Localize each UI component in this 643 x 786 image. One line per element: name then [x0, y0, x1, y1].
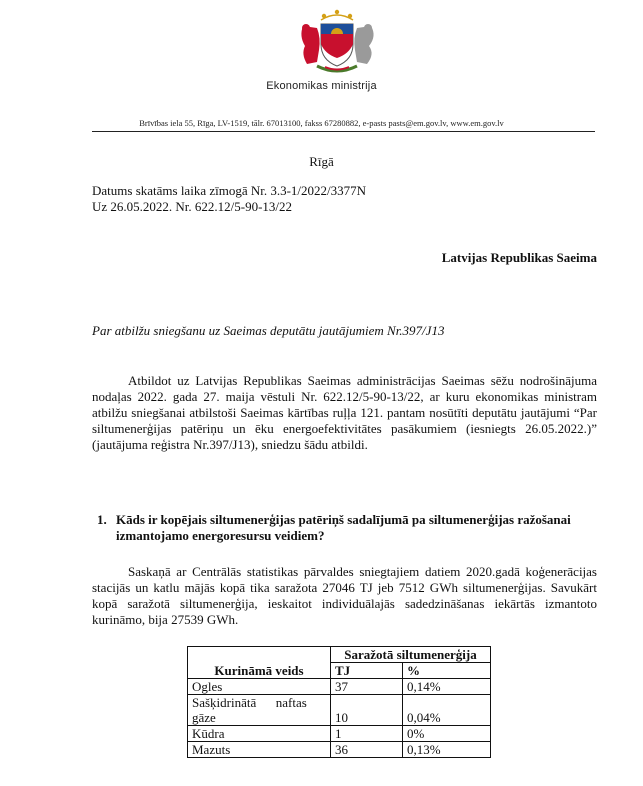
cell-tj: 37 — [331, 679, 403, 695]
header-produced-heat: Saražotā siltumenerģija — [331, 647, 491, 663]
question-number: 1. — [97, 512, 107, 527]
cell-tj: 36 — [331, 742, 403, 758]
answer-text: Saskaņā ar Centrālās statistikas pārvaldes sniegtajiem datiem 2020.gadā koģenerācijas stacijās un katlu mājās kopā tika saražota 27046 TJ jeb 7512 GWh siltumenerģijas. Savukārt kopā saražotā siltumenerģija, ieskaitot individuālajās sadedzināšanas iekārtās izmantoto kurināmo, bija 27539 GWh. — [92, 564, 597, 628]
header-percent: % — [403, 663, 491, 679]
cell-pct: 0,13% — [403, 742, 491, 758]
reference-line-date: Datums skatāms laika zīmogā Nr. 3.3-1/2022/3377N — [92, 183, 367, 198]
reference-block — [92, 183, 366, 215]
letterhead-divider — [92, 131, 595, 132]
question-1 — [97, 512, 597, 544]
intro-paragraph — [92, 373, 597, 453]
cell-pct: 0,14% — [403, 679, 491, 695]
cell-tj: 1 — [331, 726, 403, 742]
addressee: Latvijas Republikas Saeima — [441, 250, 597, 265]
subject-line: Par atbilžu sniegšanu uz Saeimas deputātu jautājumiem Nr.397/J13 — [92, 323, 445, 338]
table-row — [188, 695, 491, 726]
cell-fuel-line1: Sašķidrinātā naftas — [192, 695, 307, 710]
cell-tj: 10 — [331, 695, 403, 726]
coat-of-arms-logo — [291, 6, 383, 74]
intro-text: Atbildot uz Latvijas Republikas Saeimas administrācijas Saeimas sēžu nodrošinājuma nodaļas 2022. gada 27. maija vēstuli Nr. 622.12/5-90-13/22, ar kuru ekonomikas ministram atbilžu sniegšanai atbilstoši Saeimas kārtības ruļļa 121. pantam nosūtīti deputātu jautājumi “Par siltumenerģijas patēriņu un ēku energoefektivitātes pasākumiem (iesniegts 26.05.2022.)” (jautājuma reģistra Nr.397/J13), sniedzu šādu atbildi. — [92, 373, 597, 453]
cell-fuel: Ogles — [188, 679, 331, 695]
table-header-row — [188, 647, 491, 663]
reference-line-number: Uz 26.05.2022. Nr. 622.12/5-90-13/22 — [92, 199, 293, 214]
contact-line: Brīvības iela 55, Rīga, LV-1519, tālr. 67013100, fakss 67280882, e-pasts pasts@em.gov.lv, www.em.gov.lv — [139, 118, 504, 128]
cell-pct: 0% — [403, 726, 491, 742]
cell-pct: 0,04% — [403, 695, 491, 726]
fuel-table — [187, 646, 491, 758]
table-row — [188, 742, 491, 758]
table-row — [188, 679, 491, 695]
cell-fuel — [188, 695, 331, 726]
ministry-name: Ekonomikas ministrija — [266, 80, 377, 92]
place-line: Rīgā — [309, 154, 334, 169]
cell-fuel: Mazuts — [188, 742, 331, 758]
cell-fuel-line2: gāze — [192, 710, 216, 725]
table-row — [188, 726, 491, 742]
answer-paragraph — [92, 564, 597, 628]
header-tj: TJ — [331, 663, 403, 679]
cell-fuel: Kūdra — [188, 726, 331, 742]
question-text: Kāds ir kopējais siltumenerģijas patēriņš sadalījumā pa siltumenerģijas ražošanai izmantojamo energoresursu veidiem? — [116, 512, 571, 543]
header-fuel-type: Kurināmā veids — [188, 647, 331, 679]
